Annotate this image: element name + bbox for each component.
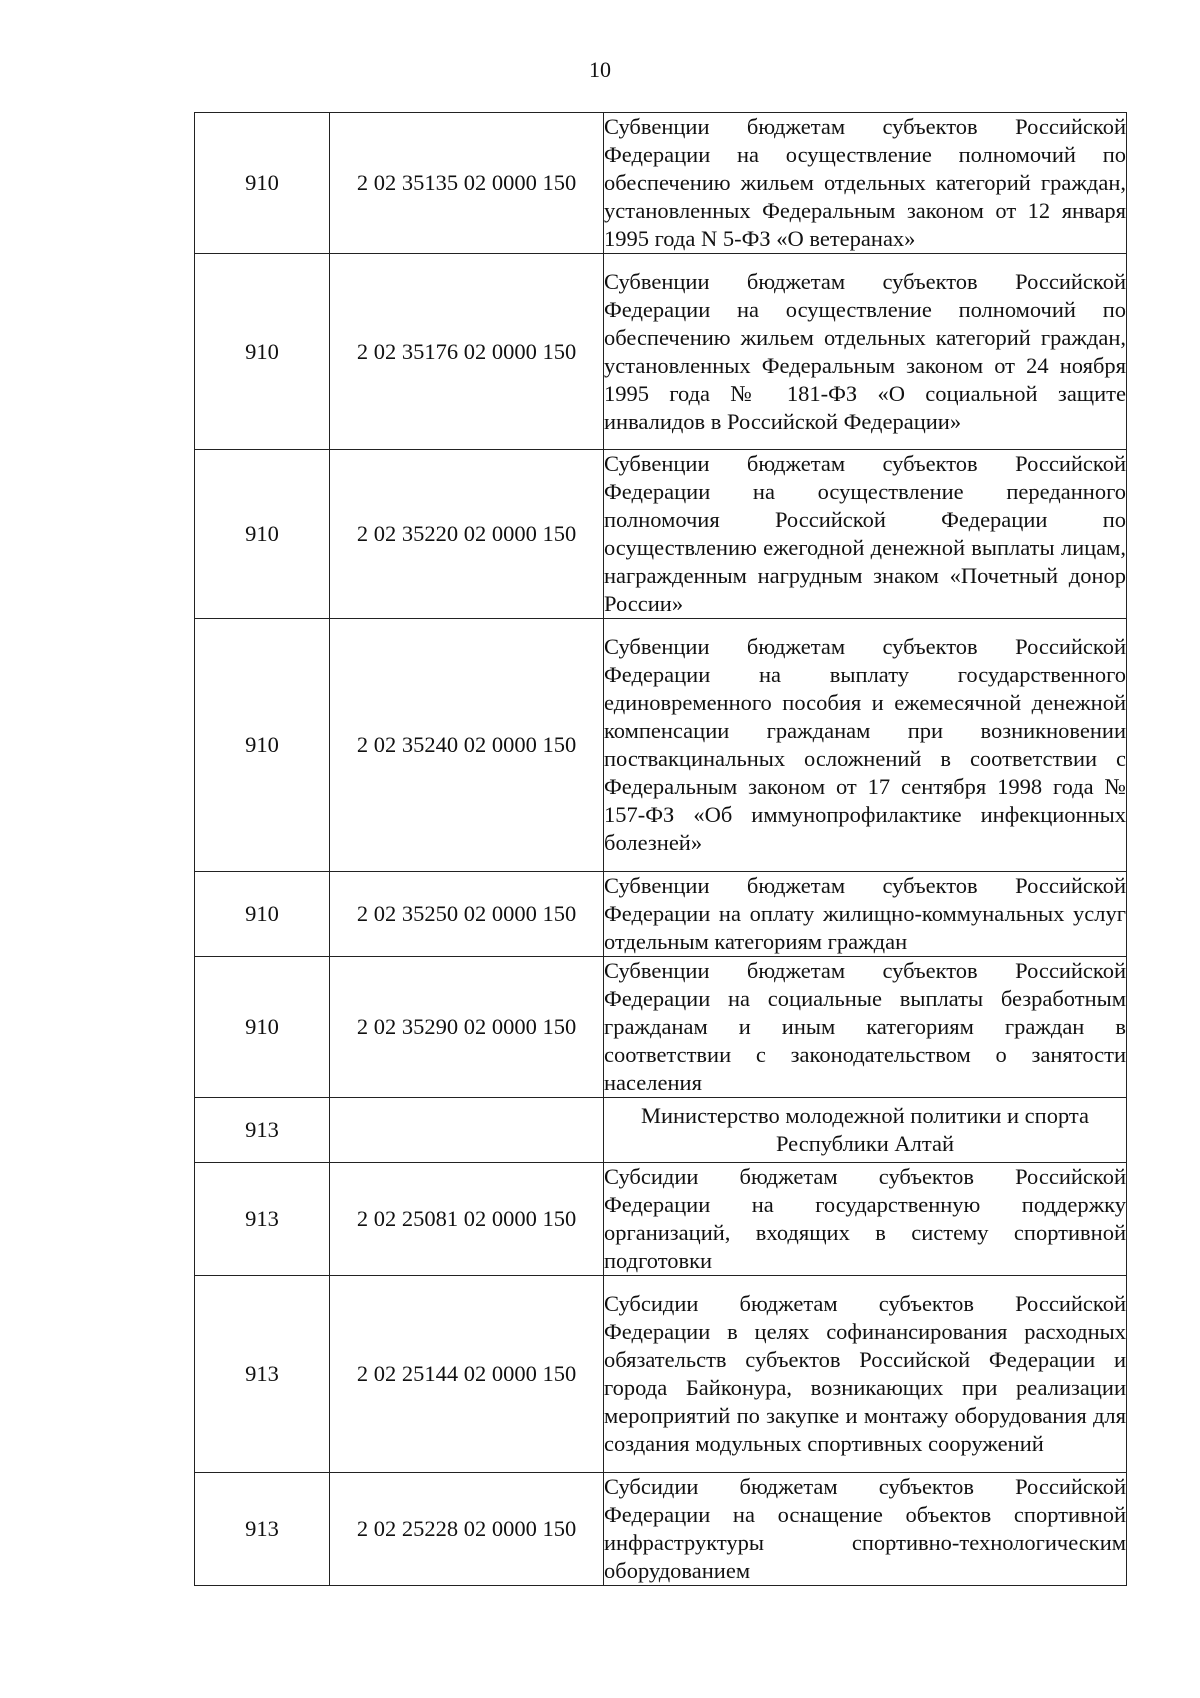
revenue-codes-table: [194, 112, 1127, 1586]
table-row: [195, 872, 1127, 957]
revenue-code-cell: 2 02 35250 02 0000 150: [330, 872, 604, 957]
table-row: [195, 1098, 1127, 1163]
revenue-name-cell: Субвенции бюджетам субъектов Российской Федерации на социальные выплаты безработным гражданам и иным категориям граждан в соответствии с законодательством о занятости населения: [604, 957, 1127, 1098]
table-row: [195, 113, 1127, 254]
table-row: [195, 619, 1127, 872]
table-row: [195, 1276, 1127, 1473]
admin-code-cell: 910: [195, 450, 330, 619]
revenue-code-cell: 2 02 25144 02 0000 150: [330, 1276, 604, 1473]
revenue-name-cell: Субсидии бюджетам субъектов Российской Федерации на государственную поддержку организаций, входящих в систему спортивной подготовки: [604, 1163, 1127, 1276]
admin-code-cell: 913: [195, 1276, 330, 1473]
revenue-name-cell: Субвенции бюджетам субъектов Российской Федерации на осуществление переданного полномочия Российской Федерации по осуществлению ежегодной денежной выплаты лицам, награжденным нагрудным знаком «Почетный донор России»: [604, 450, 1127, 619]
revenue-code-cell: 2 02 35240 02 0000 150: [330, 619, 604, 872]
admin-code-cell: 910: [195, 957, 330, 1098]
table-row: [195, 450, 1127, 619]
revenue-name-cell: Субвенции бюджетам субъектов Российской Федерации на осуществление полномочий по обеспечению жильем отдельных категорий граждан, установленных Федеральным законом от 12 января 1995 года N 5-ФЗ «О ветеранах»: [604, 113, 1127, 254]
admin-code-cell: 913: [195, 1098, 330, 1163]
admin-code-cell: 910: [195, 113, 330, 254]
revenue-code-cell: 2 02 25228 02 0000 150: [330, 1473, 604, 1586]
revenue-name-cell: Субсидии бюджетам субъектов Российской Федерации на оснащение объектов спортивной инфраструктуры спортивно-технологическим оборудованием: [604, 1473, 1127, 1586]
revenue-name-cell: Субвенции бюджетам субъектов Российской Федерации на осуществление полномочий по обеспечению жильем отдельных категорий граждан, установленных Федеральным законом от 24 ноября 1995 года № 181-ФЗ «О социальной защите инвалидов в Российской Федерации»: [604, 254, 1127, 450]
administrator-name-cell: Министерство молодежной политики и спорта Республики Алтай: [604, 1098, 1127, 1163]
revenue-code-cell: 2 02 35220 02 0000 150: [330, 450, 604, 619]
revenue-code-cell: 2 02 35135 02 0000 150: [330, 113, 604, 254]
revenue-name-cell: Субсидии бюджетам субъектов Российской Федерации в целях софинансирования расходных обязательств субъектов Российской Федерации и города Байконура, возникающих при реализации мероприятий по закупке и монтажу оборудования для создания модульных спортивных сооружений: [604, 1276, 1127, 1473]
table-row: [195, 957, 1127, 1098]
admin-code-cell: 913: [195, 1473, 330, 1586]
page-number: 10: [589, 57, 611, 82]
admin-code-cell: 910: [195, 872, 330, 957]
admin-code-cell: 910: [195, 254, 330, 450]
revenue-name-cell: Субвенции бюджетам субъектов Российской Федерации на выплату государственного единовременного пособия и ежемесячной денежной компенсации гражданам при возникновении поствакцинальных осложнений в соответствии с Федеральным законом от 17 сентября 1998 года № 157-ФЗ «Об иммунопрофилактике инфекционных болезней»: [604, 619, 1127, 872]
revenue-name-cell: Субвенции бюджетам субъектов Российской Федерации на оплату жилищно-коммунальных услуг отдельным категориям граждан: [604, 872, 1127, 957]
admin-code-cell: 910: [195, 619, 330, 872]
revenue-code-cell: [330, 1098, 604, 1163]
revenue-code-cell: 2 02 35290 02 0000 150: [330, 957, 604, 1098]
admin-code-cell: 913: [195, 1163, 330, 1276]
revenue-code-cell: 2 02 35176 02 0000 150: [330, 254, 604, 450]
table-row: [195, 254, 1127, 450]
table-row: [195, 1473, 1127, 1586]
revenue-code-cell: 2 02 25081 02 0000 150: [330, 1163, 604, 1276]
table-row: [195, 1163, 1127, 1276]
